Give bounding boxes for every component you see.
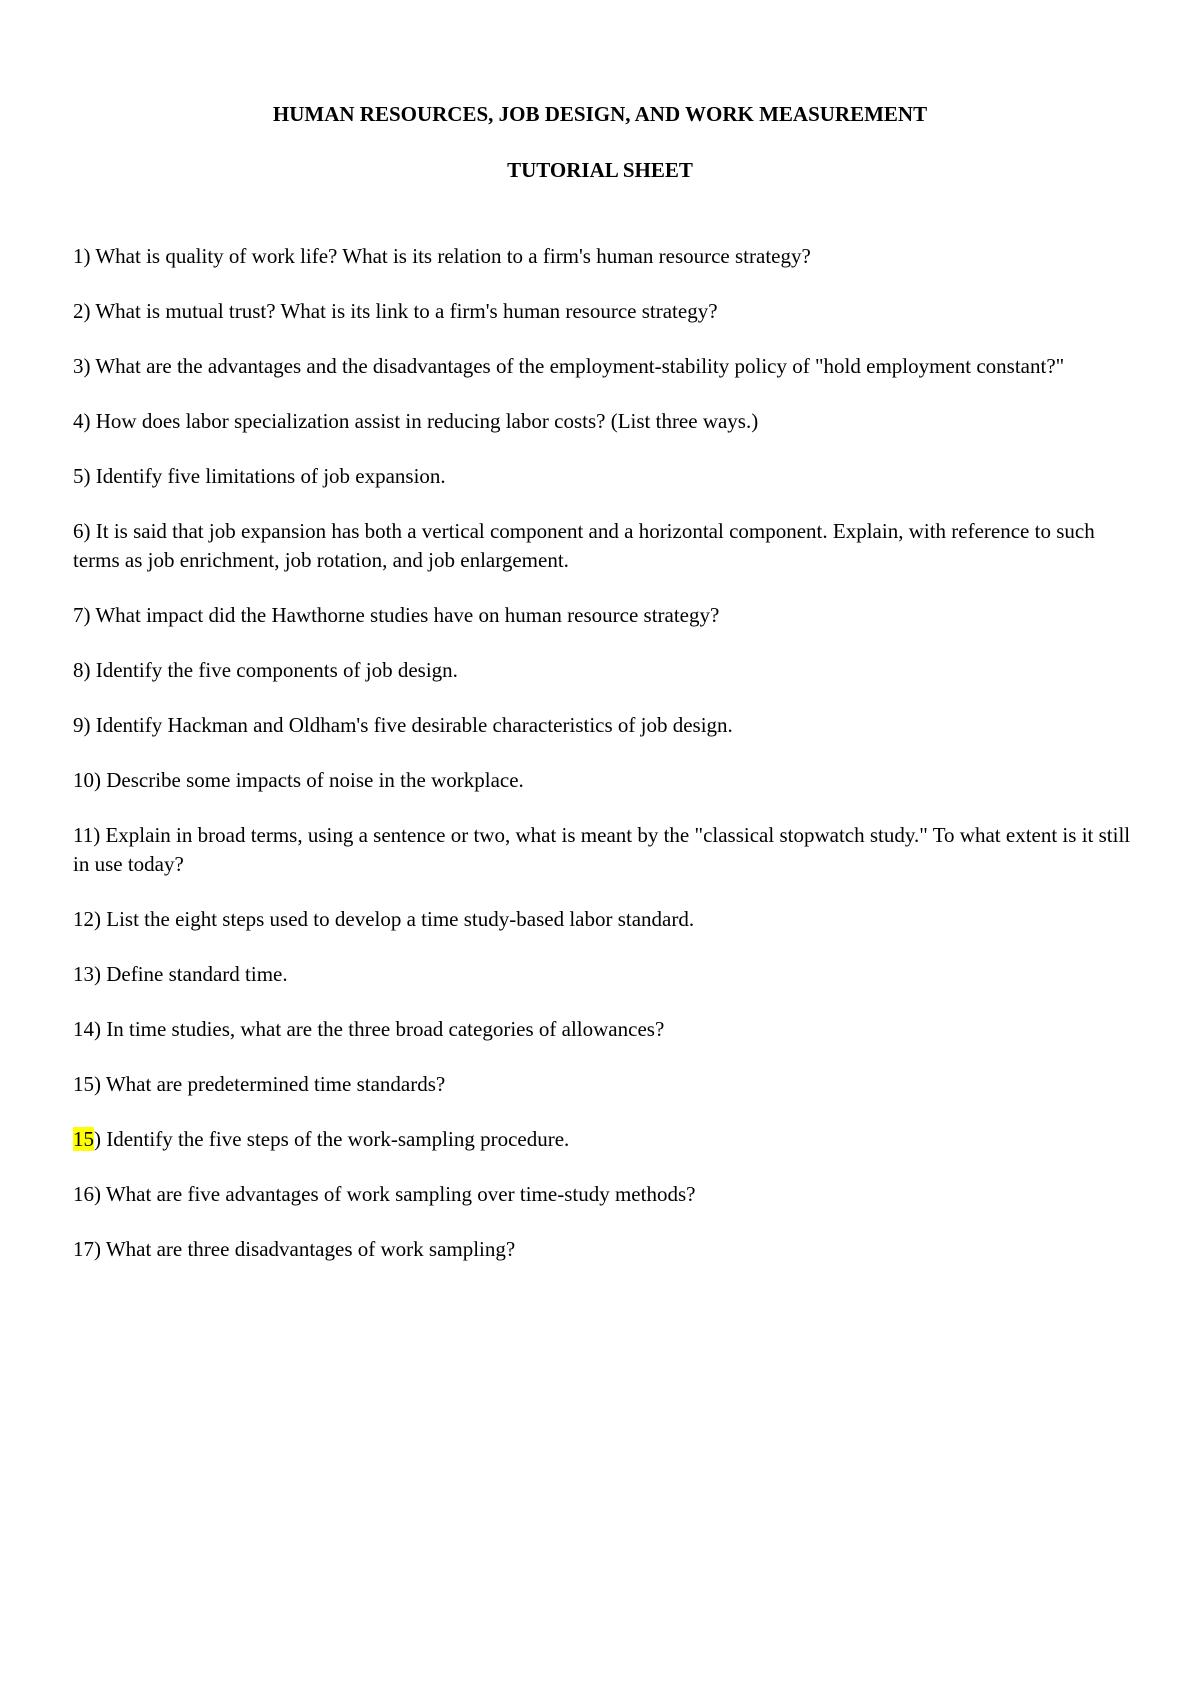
- question-text: ) What are five advantages of work sampling over time-study methods?: [94, 1182, 696, 1206]
- question-number: 7: [73, 603, 84, 627]
- question-item: [73, 462, 1133, 491]
- question-number: 9: [73, 713, 84, 737]
- question-text: ) Explain in broad terms, using a sentence or two, what is meant by the "classical stopwatch study." To what extent is it still in use today?: [73, 823, 1131, 876]
- question-number: 15: [73, 1072, 94, 1096]
- question-number: 2: [73, 299, 84, 323]
- question-text: ) Describe some impacts of noise in the workplace.: [94, 768, 524, 792]
- question-text: ) Identify five limitations of job expansion.: [83, 464, 446, 488]
- question-item-highlighted: [73, 1125, 1133, 1154]
- question-text: ) List the eight steps used to develop a time study-based labor standard.: [94, 907, 695, 931]
- question-item: [73, 766, 1133, 795]
- document-title: HUMAN RESOURCES, JOB DESIGN, AND WORK MEASUREMENT: [272, 102, 928, 126]
- question-number: 16: [73, 1182, 94, 1206]
- document-subtitle: TUTORIAL SHEET: [507, 158, 693, 182]
- question-number: 8: [73, 658, 84, 682]
- question-text: ) It is said that job expansion has both a vertical component and a horizontal component. Explain, with reference to such terms as job enrichment, job rotation, and job enlargement.: [73, 519, 1095, 572]
- question-item: [73, 601, 1133, 630]
- question-item: [73, 517, 1133, 575]
- question-number: 14: [73, 1017, 94, 1041]
- question-item: [73, 1235, 1133, 1264]
- question-item: [73, 960, 1133, 989]
- question-number: 3: [73, 354, 84, 378]
- question-text: ) What are predetermined time standards?: [94, 1072, 446, 1096]
- question-text: ) What are three disadvantages of work sampling?: [94, 1237, 516, 1261]
- question-item: [73, 656, 1133, 685]
- question-item: [73, 905, 1133, 934]
- question-list: [73, 242, 1133, 1290]
- question-number: 10: [73, 768, 94, 792]
- question-number: 12: [73, 907, 94, 931]
- question-item: [73, 1070, 1133, 1099]
- question-text: ) What is quality of work life? What is its relation to a firm's human resource strategy?: [83, 244, 811, 268]
- question-number: 6: [73, 519, 84, 543]
- question-item: [73, 1180, 1133, 1209]
- question-text: ) What impact did the Hawthorne studies have on human resource strategy?: [83, 603, 720, 627]
- question-text: ) How does labor specialization assist in reducing labor costs? (List three ways.): [83, 409, 759, 433]
- question-number: 13: [73, 962, 94, 986]
- question-item: [73, 242, 1133, 271]
- question-text: ) What is mutual trust? What is its link to a firm's human resource strategy?: [83, 299, 718, 323]
- question-text: ) What are the advantages and the disadvantages of the employment-stability policy of "hold employment constant?": [83, 354, 1065, 378]
- question-text: ) Define standard time.: [94, 962, 288, 986]
- question-item: [73, 352, 1133, 381]
- question-item: [73, 711, 1133, 740]
- question-text: ) Identify the five components of job design.: [83, 658, 458, 682]
- question-text: ) Identify the five steps of the work-sampling procedure.: [94, 1127, 570, 1151]
- question-item: [73, 1015, 1133, 1044]
- question-number: 4: [73, 409, 84, 433]
- question-text: ) In time studies, what are the three broad categories of allowances?: [94, 1017, 665, 1041]
- question-number: 5: [73, 464, 84, 488]
- question-text: ) Identify Hackman and Oldham's five desirable characteristics of job design.: [83, 713, 733, 737]
- highlighted-question-number: 15: [73, 1127, 94, 1151]
- question-item: [73, 407, 1133, 436]
- question-number: 17: [73, 1237, 94, 1261]
- question-number: 1: [73, 244, 84, 268]
- question-item: [73, 297, 1133, 326]
- question-number: 11: [73, 823, 94, 847]
- question-item: [73, 821, 1133, 879]
